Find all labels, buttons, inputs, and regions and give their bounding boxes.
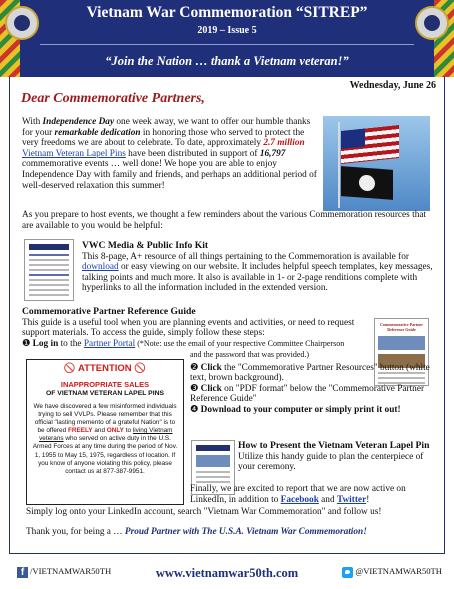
footer-twitter[interactable]: @VIETNAMWAR50TH <box>342 566 442 578</box>
footer-website[interactable]: www.vietnamwar50th.com <box>155 566 299 580</box>
linkedin-follow: Simply log onto your LinkedIn account, search "Vietnam War Commemoration" and follow us! <box>26 507 382 517</box>
facebook-link[interactable]: Facebook <box>280 494 319 505</box>
download-link[interactable]: download <box>82 262 119 273</box>
reminder-paragraph: As you prepare to host events, we thought a few reminders about the various Commemoration resources that are available to you would be helpful: <box>22 210 427 231</box>
cprg-step-1: ❶ Log in to the Partner Portal (*Note: use the email of your respective Committee Chairperson <box>22 338 345 349</box>
bullet-3-icon: ❸ <box>190 383 199 394</box>
linkedin-paragraph: Finally, we are excited to report that we are now active on LinkedIn, in addition to Facebook and Twitter! <box>190 484 406 505</box>
attention-text: We have discovered a few misinformed individuals trying to sell VVLPs. Please remember that this official "lasting memento of a grateful Nation" is to be offered FREELY and ONLY to living Vietnam veterans who served on active duty in the U.S. Armed Forces at any time during the period of Nov. 1, 1955 to May 15, 1975, regardless of location. If you know of anyone violating this policy, please contact us at 877-387-9951. <box>32 403 178 475</box>
newsletter-title: Vietnam War Commemoration “SITREP” <box>86 4 368 21</box>
prohibited-icon: 🚫 <box>63 363 76 374</box>
footer-facebook[interactable]: f /VIETNAMWAR50TH <box>17 566 111 578</box>
twitter-icon <box>342 567 353 578</box>
reference-guide-thumbnail[interactable]: Commemorative Partner Reference Guide <box>374 318 429 386</box>
cprg-intro: This guide is a useful tool when you are planning events and activities, or need to request support materials. To access the guide, simply follow these steps: <box>22 317 355 339</box>
vwc-heading: VWC Media & Public Info Kit <box>82 240 209 251</box>
header-banner <box>0 0 454 77</box>
prohibited-icon-right: 🚫 <box>134 363 147 374</box>
intro-paragraph: With Independence Day one week away, we want to offer our humble thanks for your remarkable dedication in honoring those who served to protect the very freedoms we are about to celebrate. To date, approximately 2.7 million Vietnam Veteran Lapel Pins have been distributed in support of 16,797 commemorative events … well done! We hope you are able to enjoy Independence Day with family and friends, and perhaps an additional period of well-deserved relaxation this summer! <box>22 117 317 191</box>
greeting: Dear Commemorative Partners, <box>21 91 205 106</box>
flags-photo <box>323 116 430 211</box>
pin-heading: How to Present the Vietnam Veteran Lapel Pin <box>238 440 430 451</box>
bullet-2-icon: ❷ <box>190 362 199 373</box>
partner-portal-link[interactable]: Partner Portal <box>83 338 136 349</box>
banner-divider <box>40 44 414 45</box>
cprg-section <box>22 307 368 349</box>
media-kit-thumbnail[interactable] <box>24 239 74 301</box>
cprg-step-3: ❸ Click on "PDF format" below the "Commemorative Partner Reference Guide" <box>190 383 425 405</box>
twitter-link[interactable]: Twitter <box>336 494 367 505</box>
vwc-section: VWC Media & Public Info Kit This 8-page, A+ resource of all things pertaining to the Commemoration is available for download or easy viewing on our website. It includes helpful speech templates, key messages, talking points and much more. It also is available in 1- or 2-page renditions complete with hyperlinks to all the information included in the extended version. <box>82 240 433 294</box>
cprg-step-4: ❹ Download to your computer or simply print it out! <box>190 404 401 415</box>
tagline: “Join the Nation … thank a Vietnam veteran!” <box>105 54 349 68</box>
attention-box: 🚫 ATTENTION 🚫 INAPPROPRIATE SALES OF VIETNAM VETERAN LAPEL PINS We have discovered a few misinformed individuals trying to sell VVLPs. Please remember that this official "lasting memento of a grateful Nation" is to be offered FREELY and ONLY to living Vietnam veterans who served on active duty in the U.S. Armed Forces at any time during the period of Nov. 1, 1955 to May 15, 1975, regardless of location. If you know of anyone violating this policy, please contact us at 877-387-9951. <box>26 359 184 505</box>
bullet-4-icon: ❹ <box>190 404 199 415</box>
cprg-steps-continued: and the password that was provided.) ❷ Click the "Commemorative Partner Resources" button (white text, brown background). ❸ Click on "PDF format" below the "Commemorative Partner Reference Guide" ❹ Download to your computer or simply print it out! <box>190 350 430 415</box>
issue-number: 2019 – Issue 5 <box>197 25 257 36</box>
lapel-pins-link[interactable]: Vietnam Veteran Lapel Pins <box>22 148 126 159</box>
facebook-icon: f <box>17 567 28 578</box>
cprg-step-2: ❷ Click the "Commemorative Partner Resources" button (white text, brown background). <box>190 362 430 384</box>
pin-section: How to Present the Vietnam Veteran Lapel Pin Utilize this handy guide to plan the centerpiece of your ceremony. <box>238 441 434 473</box>
bullet-1-icon: ❶ <box>22 338 31 349</box>
closing-thanks: Thank you, for being a … Proud Partner with The U.S.A. Vietnam War Commemoration! <box>26 527 367 537</box>
issue-date: Wednesday, June 26 <box>349 80 436 91</box>
cprg-heading: Commemorative Partner Reference Guide <box>22 306 196 317</box>
